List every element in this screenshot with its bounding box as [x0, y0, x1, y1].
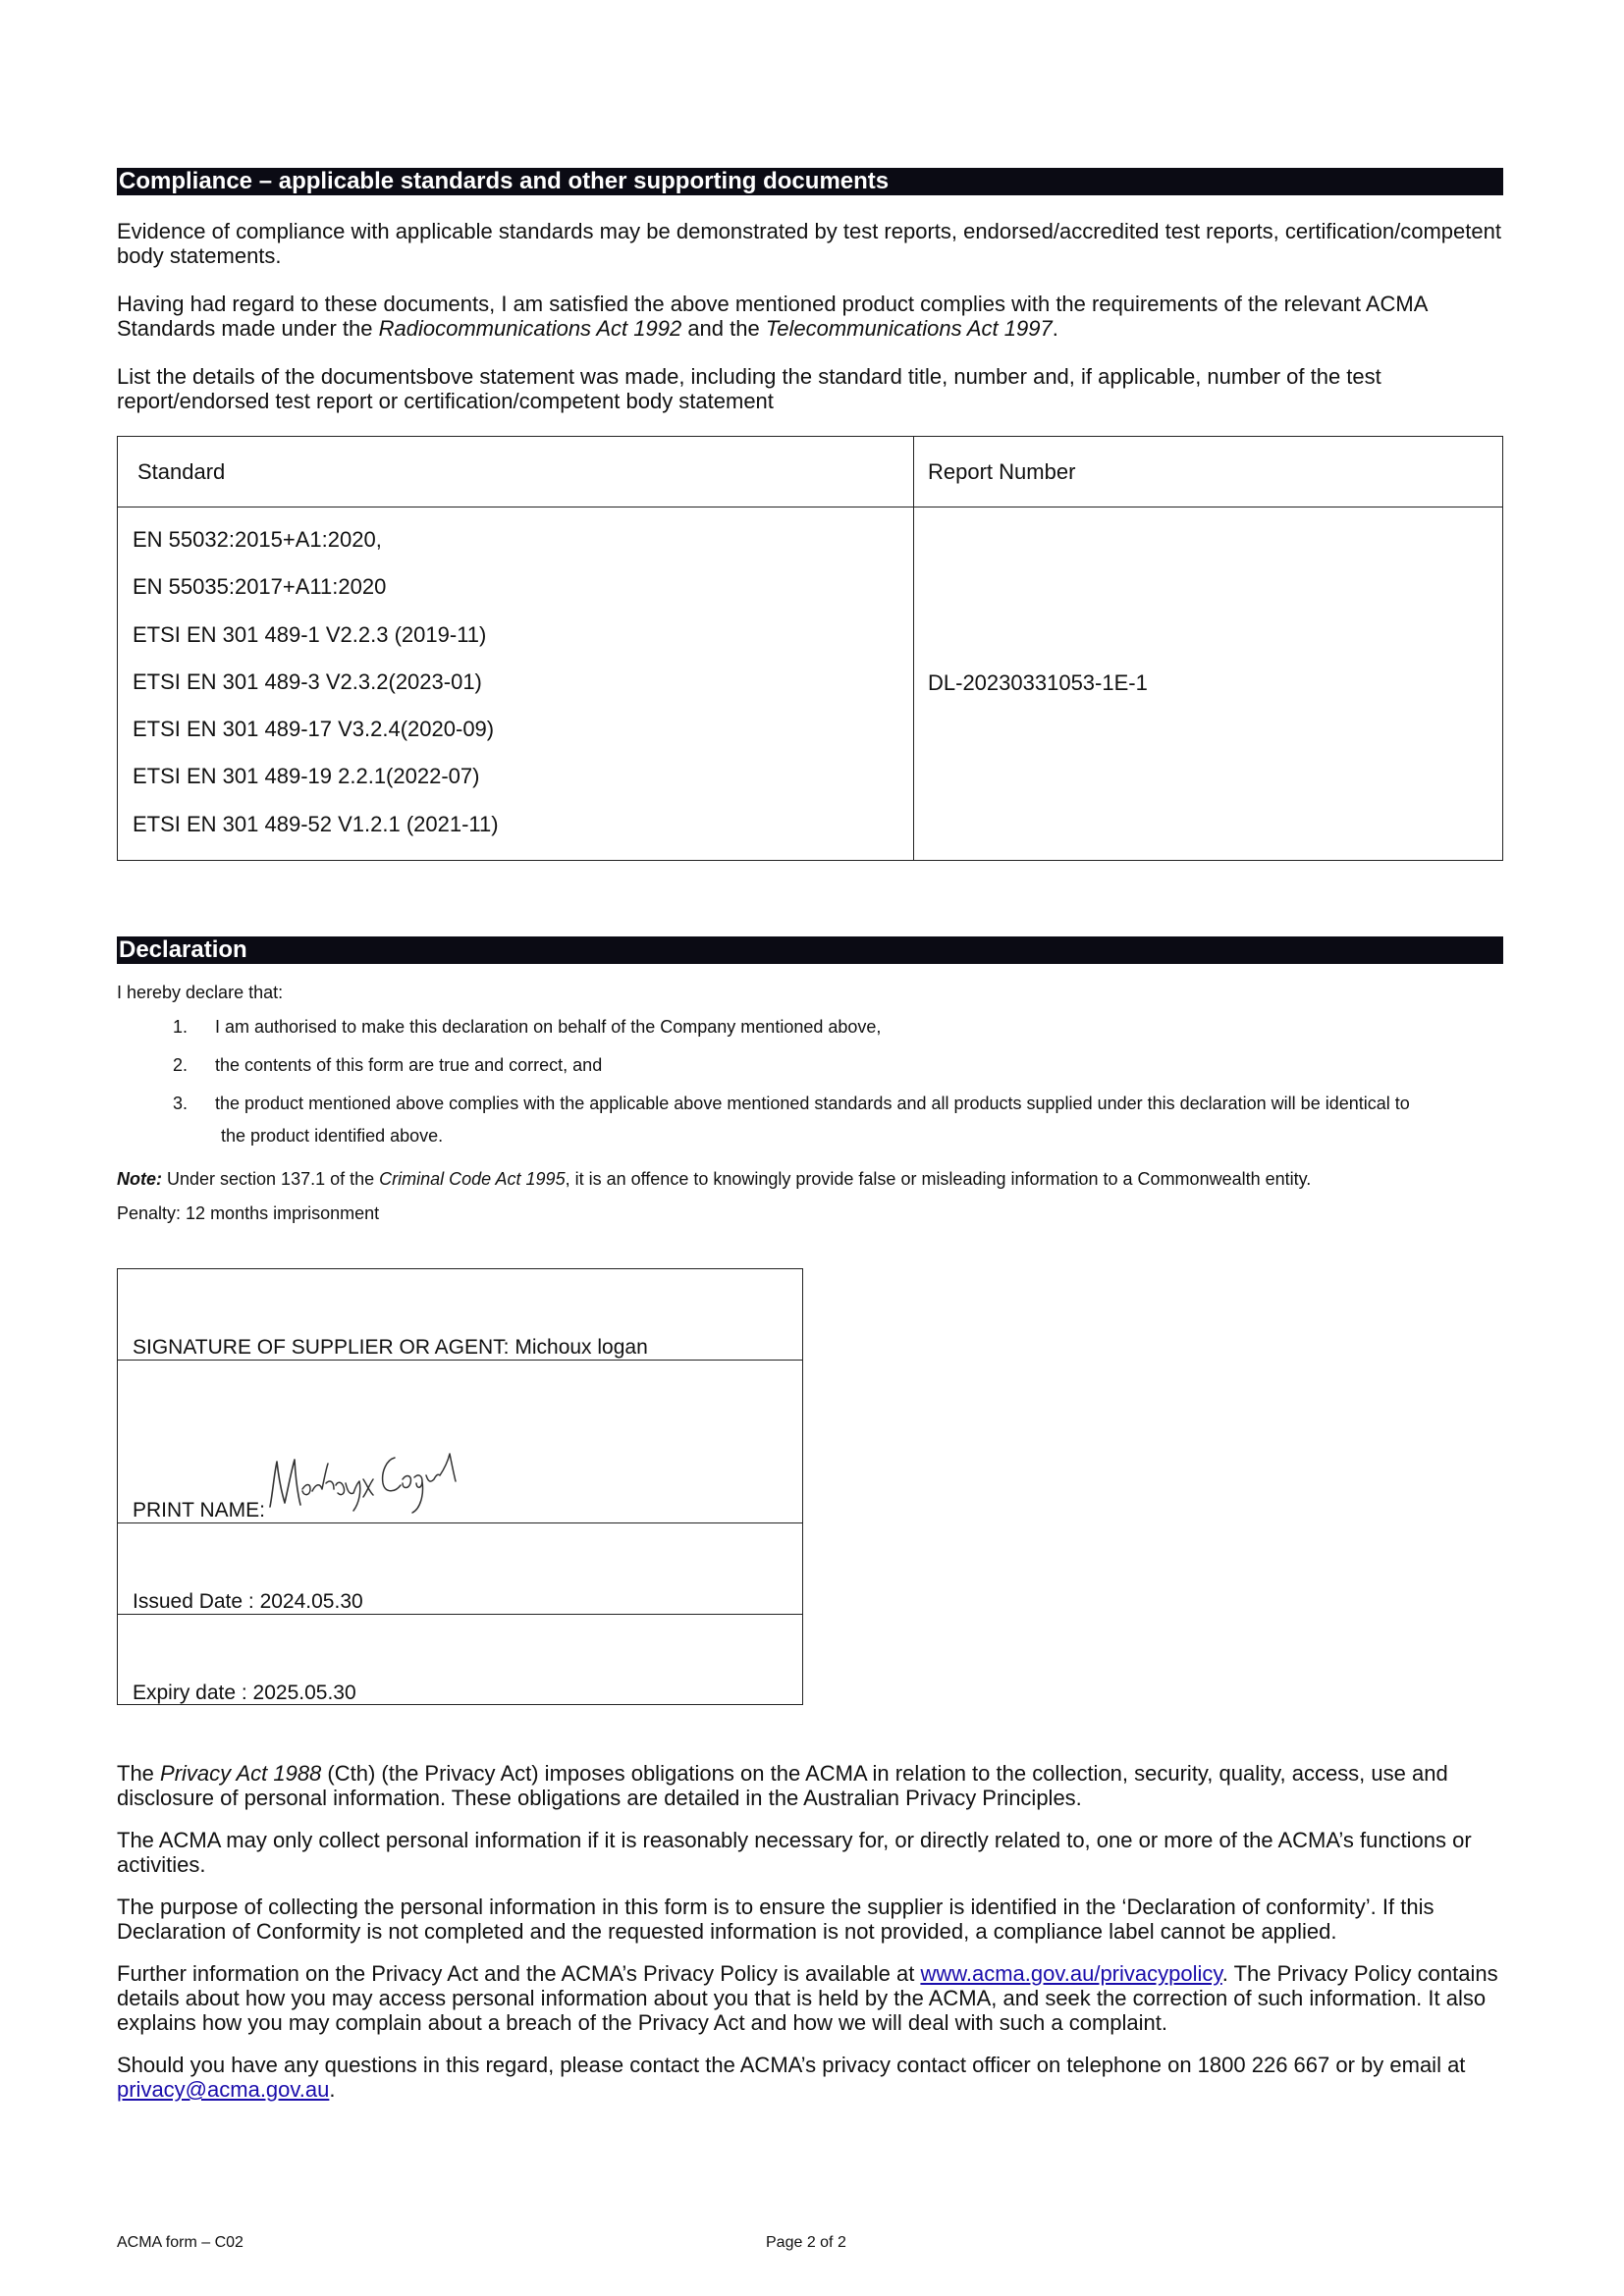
standard-item: ETSI EN 301 489-3 V2.3.2(2023-01) [133, 668, 482, 694]
signature-box [117, 1268, 803, 1705]
standard-item: EN 55032:2015+A1:2020, [133, 527, 382, 552]
column-header-standard: Standard [137, 459, 226, 484]
footer-form-id: ACMA form – C02 [117, 2234, 244, 2251]
signature-label: SIGNATURE OF SUPPLIER OR AGENT: Michoux logan [133, 1336, 648, 1359]
declaration-item [117, 1054, 1624, 1076]
declaration-item-number: 3. [173, 1094, 189, 1113]
declaration-list [117, 1016, 1624, 1163]
declaration-item-number: 1. [173, 1017, 189, 1037]
declaration-item [117, 1016, 1624, 1038]
standard-item: ETSI EN 301 489-19 2.2.1(2022-07) [133, 764, 480, 789]
privacy-para-1: The Privacy Act 1988 (Cth) (the Privacy Act) imposes obligations on the ACMA in relation to the collection, security, quality, access, use and disclosure of personal information. These obligations are detailed in the Australian Privacy Principles. [117, 1761, 1448, 1810]
issued-date: Issued Date : 2024.05.30 [133, 1590, 363, 1613]
compliance-para-1: Evidence of compliance with applicable standards may be demonstrated by test reports, endorsed/accredited test reports, certification/competent body statements. [117, 219, 1501, 268]
declaration-item-text: the contents of this form are true and correct, and [215, 1055, 603, 1075]
privacy-para-3: The purpose of collecting the personal information in this form is to ensure the supplier is identified in the ‘Declaration of conformity’. If this Declaration of Conformity is not completed and the requested information is not provided, a compliance label cannot be applied. [117, 1895, 1435, 1944]
declaration-item-continuation: the product identified above. [221, 1126, 444, 1146]
privacy-para-5: Should you have any questions in this regard, please contact the ACMA’s privacy contact officer on telephone on 1800 226 667 or by email at privacy@acma.gov.au. [117, 2053, 1466, 2102]
standard-item: ETSI EN 301 489-17 V3.2.4(2020-09) [133, 717, 495, 742]
declaration-penalty: Penalty: 12 months imprisonment [117, 1203, 380, 1223]
standard-item: ETSI EN 301 489-1 V2.2.3 (2019-11) [133, 621, 487, 647]
issued-date-row [118, 1523, 802, 1615]
declaration-item-text: the product mentioned above complies with the applicable above mentioned standards and all products supplied under this declaration will be identical to [215, 1094, 1410, 1113]
expiry-date-row [118, 1615, 802, 1705]
signature-row [118, 1269, 802, 1361]
column-header-report-number: Report Number [928, 459, 1076, 484]
declaration-note: Note: Under section 137.1 of the Criminal Code Act 1995, it is an offence to knowingly provide false or misleading information to a Commonwealth entity. [117, 1169, 1312, 1189]
print-name-row [118, 1361, 802, 1523]
standards-list [133, 527, 499, 859]
expiry-date: Expiry date : 2025.05.30 [133, 1682, 356, 1704]
compliance-para-2: Having had regard to these documents, I am satisfied the above mentioned product complies with the requirements of the relevant ACMA Standards made under the Radiocommunications Act 1992 and the Telecommunications Act 1997. [117, 292, 1428, 341]
report-number: DL-20230331053-1E-1 [928, 670, 1148, 695]
handwritten-signature [265, 1440, 461, 1519]
compliance-heading: Compliance – applicable standards and other supporting documents [117, 168, 1503, 195]
standards-table [117, 436, 1503, 861]
declaration-heading: Declaration [117, 936, 1503, 964]
privacy-email-link[interactable]: privacy@acma.gov.au [117, 2077, 330, 2102]
privacy-policy-link[interactable]: www.acma.gov.au/privacypolicy [920, 1961, 1222, 1986]
declaration-intro: I hereby declare that: [117, 983, 284, 1002]
print-name-label: PRINT NAME: [133, 1499, 265, 1522]
note-label: Note: [117, 1169, 162, 1189]
standard-item: EN 55035:2017+A11:2020 [133, 574, 387, 600]
privacy-para-2: The ACMA may only collect personal information if it is reasonably necessary for, or directly related to, one or more of the ACMA’s functions or activities. [117, 1828, 1472, 1877]
privacy-para-4: Further information on the Privacy Act and the ACMA’s Privacy Policy is available at www.acma.gov.au/privacypolicy. The Privacy Policy contains details about how you may access personal information about you that is held by the ACMA, and seek the correction of such information. It also explains how you may complain about a breach of the Privacy Act and how we will deal with such a complaint. [117, 1961, 1498, 2035]
compliance-para-3: List the details of the documentsbove statement was made, including the standard title, number and, if applicable, number of the test report/endorsed test report or certification/competent body statement [117, 364, 1381, 413]
footer-page-number: Page 2 of 2 [766, 2234, 846, 2251]
declaration-item-text: I am authorised to make this declaration on behalf of the Company mentioned above, [215, 1017, 882, 1037]
declaration-item-number: 2. [173, 1055, 189, 1075]
declaration-item [117, 1093, 1624, 1147]
standard-item: ETSI EN 301 489-52 V1.2.1 (2021-11) [133, 811, 499, 836]
